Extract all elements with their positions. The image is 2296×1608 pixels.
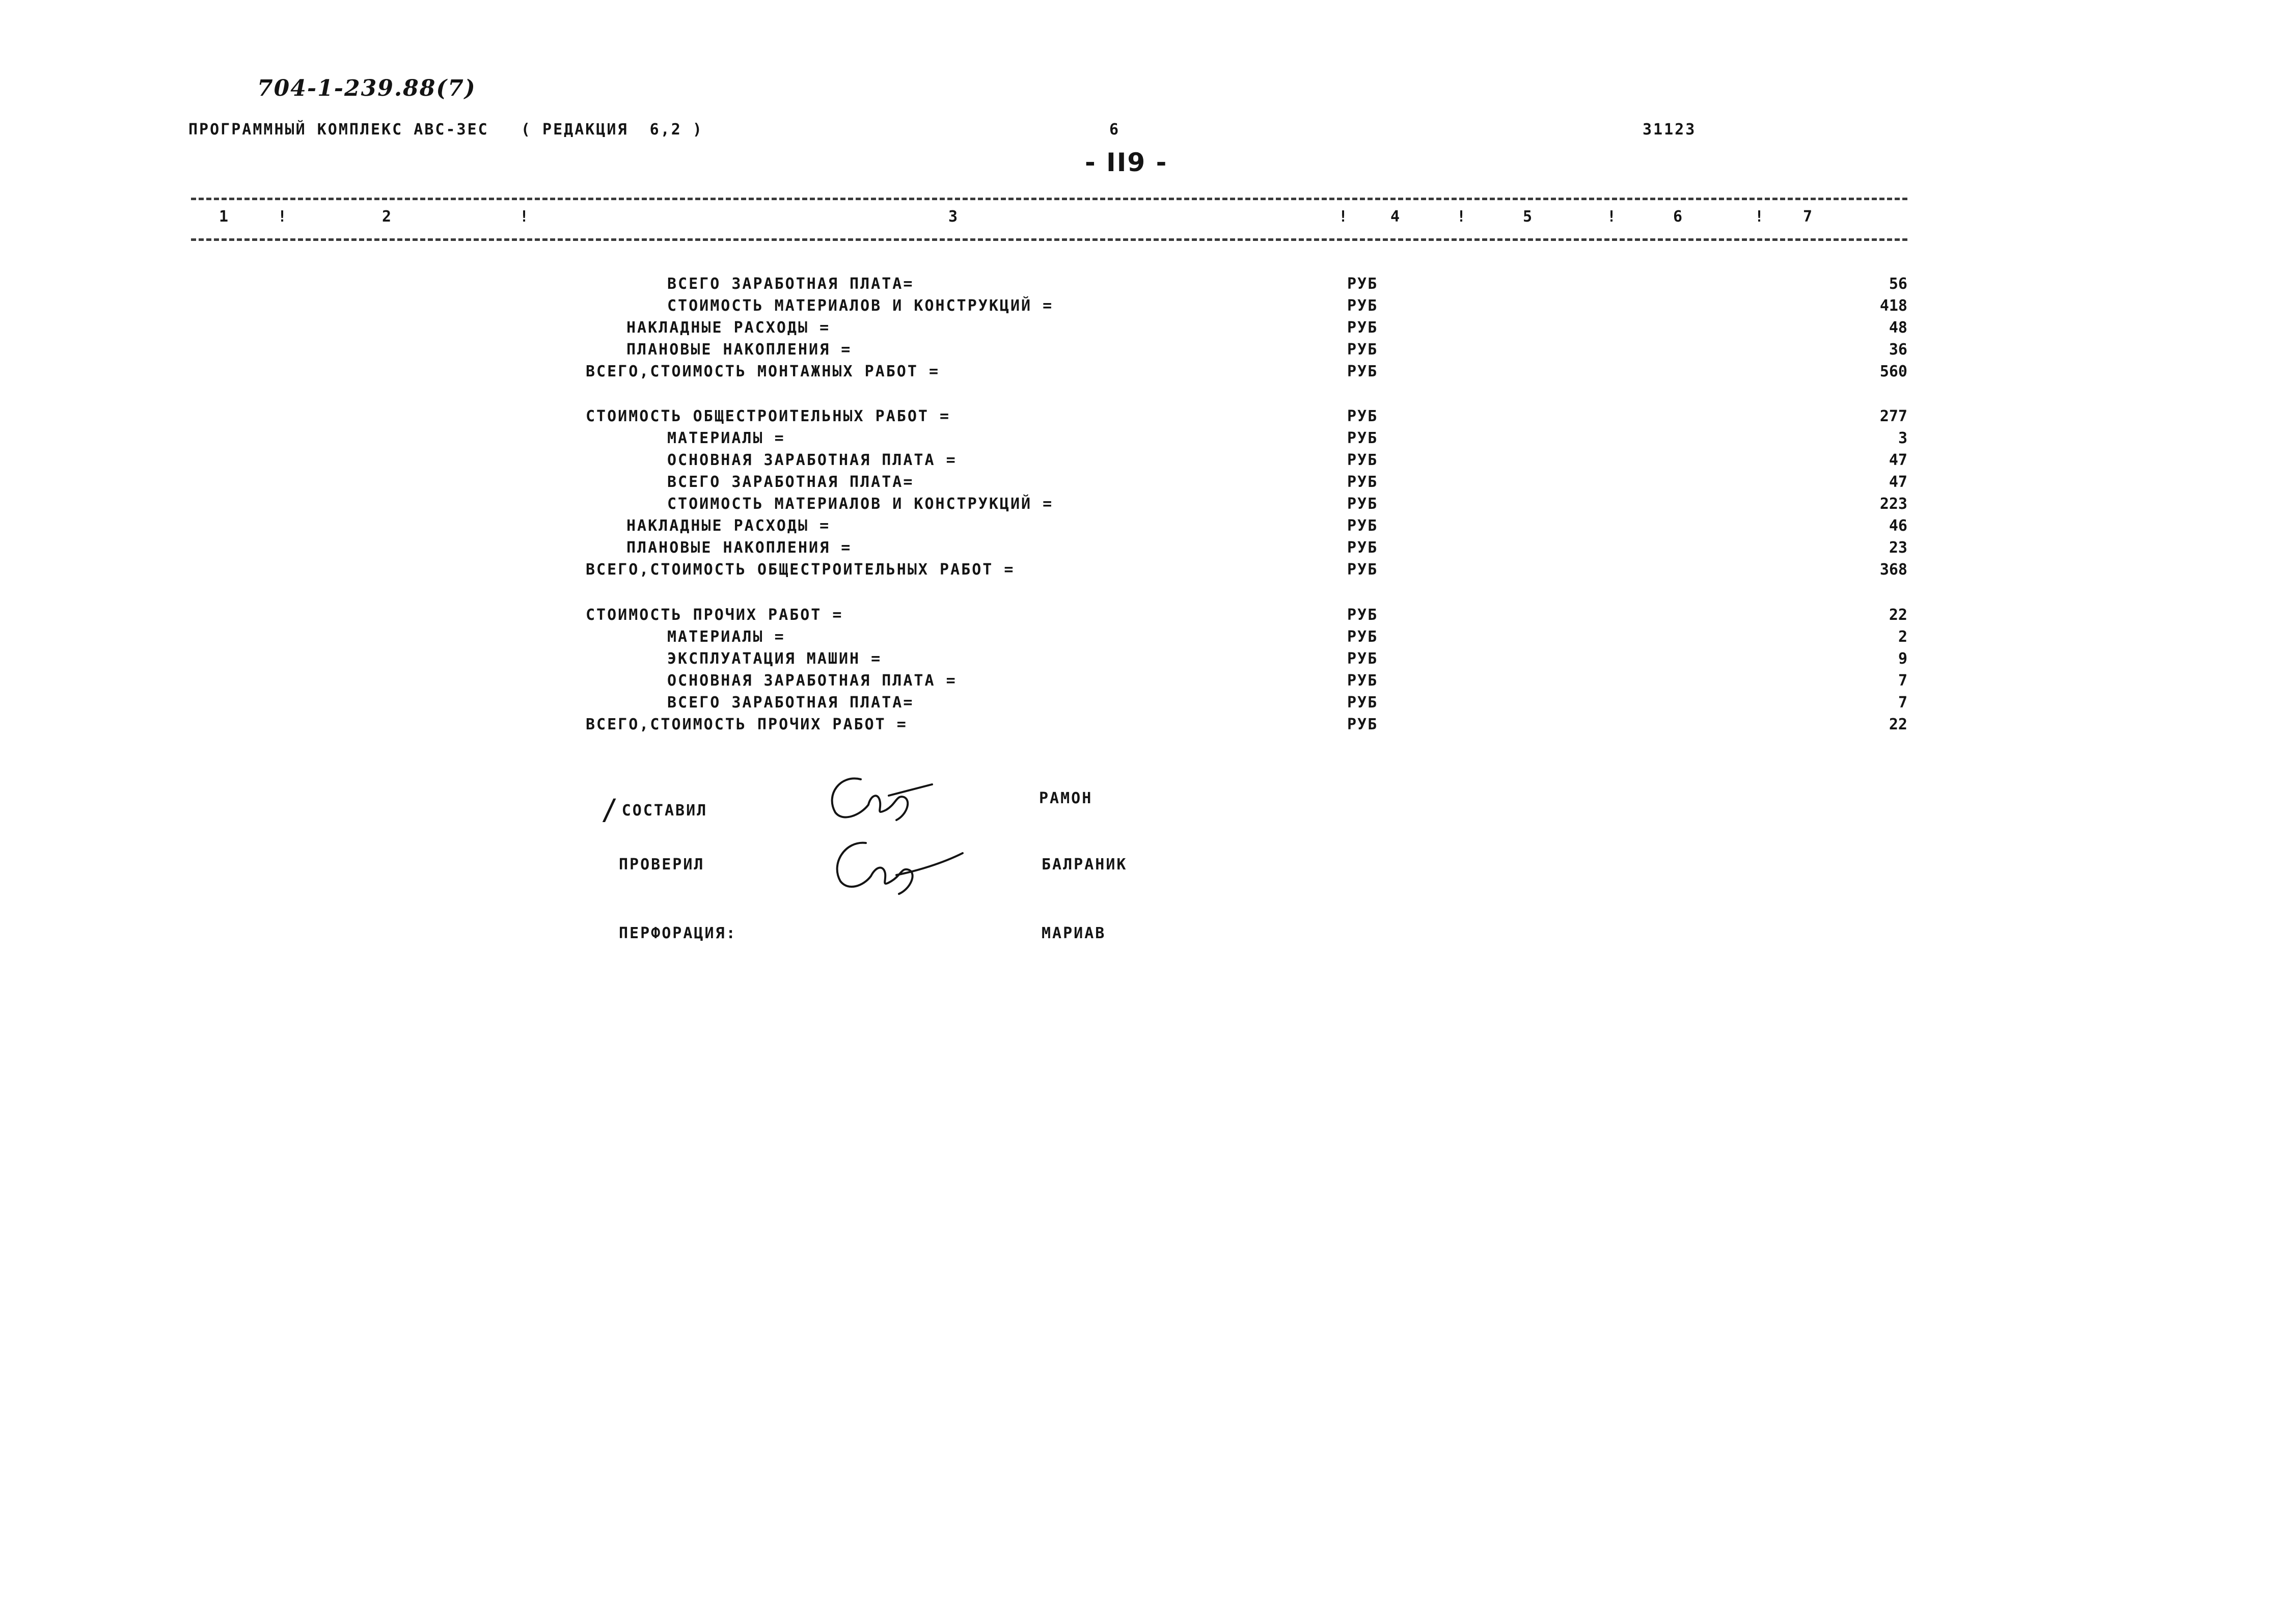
row-unit: РУБ <box>1347 672 1378 690</box>
row-value: 7 <box>1898 672 1907 690</box>
table-header-bottom-rule <box>191 238 1907 241</box>
row-unit: РУБ <box>1347 495 1378 513</box>
program-line: ПРОГРАММНЫЙ КОМПЛЕКС АВС-ЗЕС ( РЕДАКЦИЯ 6,2 ) <box>188 121 703 139</box>
row-value: 2 <box>1898 628 1907 646</box>
compiled-by-name: РАМОН <box>1039 789 1093 807</box>
signature-checked <box>830 830 973 896</box>
row-unit: РУБ <box>1347 341 1378 359</box>
table-row <box>586 319 1907 339</box>
column-separator: ! <box>1338 208 1348 226</box>
row-value: 23 <box>1889 539 1907 557</box>
column-number-1: 1 <box>219 208 229 226</box>
column-number-6: 6 <box>1673 208 1683 226</box>
row-label: ПЛАНОВЫЕ НАКОПЛЕНИЯ = <box>626 539 852 557</box>
row-label: СТОИМОСТЬ МАТЕРИАЛОВ И КОНСТРУКЦИЙ = <box>667 495 1054 513</box>
row-label: ВСЕГО,СТОИМОСТЬ ПРОЧИХ РАБОТ = <box>586 716 908 733</box>
table-row <box>586 473 1907 494</box>
perforation-name: МАРИАВ <box>1042 924 1106 942</box>
table-row <box>586 539 1907 559</box>
row-label: ПЛАНОВЫЕ НАКОПЛЕНИЯ = <box>626 341 852 359</box>
row-unit: РУБ <box>1347 275 1378 293</box>
table-row <box>586 341 1907 361</box>
row-value: 47 <box>1889 473 1907 491</box>
row-unit: РУБ <box>1347 473 1378 491</box>
row-unit: РУБ <box>1347 429 1378 447</box>
column-separator: ! <box>278 208 287 226</box>
column-number-3: 3 <box>948 208 958 226</box>
row-unit: РУБ <box>1347 407 1378 425</box>
table-row <box>586 429 1907 450</box>
row-unit: РУБ <box>1347 628 1378 646</box>
table-row <box>586 275 1907 295</box>
row-label: СТОИМОСТЬ ОБЩЕСТРОИТЕЛЬНЫХ РАБОТ = <box>586 407 951 425</box>
table-row <box>586 561 1907 581</box>
job-number: 31123 <box>1643 121 1697 139</box>
row-value: 7 <box>1898 694 1907 712</box>
row-label: ОСНОВНАЯ ЗАРАБОТНАЯ ПЛАТА = <box>667 451 957 469</box>
row-value: 22 <box>1889 606 1907 624</box>
row-unit: РУБ <box>1347 650 1378 668</box>
row-label: ЭКСПЛУАТАЦИЯ МАШИН = <box>667 650 882 668</box>
column-number-5: 5 <box>1523 208 1533 226</box>
row-value: 56 <box>1889 275 1907 293</box>
row-value: 22 <box>1889 716 1907 733</box>
table-row <box>586 495 1907 515</box>
row-unit: РУБ <box>1347 694 1378 712</box>
row-label: НАКЛАДНЫЕ РАСХОДЫ = <box>626 319 831 337</box>
table-row <box>586 407 1907 428</box>
row-label: ВСЕГО ЗАРАБОТНАЯ ПЛАТА= <box>667 275 914 293</box>
row-unit: РУБ <box>1347 363 1378 380</box>
table-row <box>586 628 1907 648</box>
row-value: 9 <box>1898 650 1907 668</box>
table-row <box>586 694 1907 714</box>
row-value: 46 <box>1889 517 1907 535</box>
checked-by-label: ПРОВЕРИЛ <box>619 856 705 874</box>
row-label: ОСНОВНАЯ ЗАРАБОТНАЯ ПЛАТА = <box>667 672 957 690</box>
table-row <box>586 363 1907 383</box>
sheet-number: 6 <box>1109 121 1120 139</box>
row-label: ВСЕГО,СТОИМОСТЬ МОНТАЖНЫХ РАБОТ = <box>586 363 940 380</box>
row-value: 47 <box>1889 451 1907 469</box>
row-unit: РУБ <box>1347 319 1378 337</box>
table-row <box>586 606 1907 626</box>
row-value: 3 <box>1898 429 1907 447</box>
table-row <box>586 672 1907 692</box>
row-value: 36 <box>1889 341 1907 359</box>
table-top-rule <box>191 198 1907 200</box>
column-number-4: 4 <box>1390 208 1400 226</box>
row-label: МАТЕРИАЛЫ = <box>667 429 785 447</box>
checked-by-name: БАЛРАНИК <box>1042 856 1128 874</box>
row-value: 368 <box>1879 561 1907 579</box>
column-separator: ! <box>520 208 529 226</box>
column-number-7: 7 <box>1803 208 1813 226</box>
column-separator: ! <box>1457 208 1466 226</box>
row-unit: РУБ <box>1347 539 1378 557</box>
row-unit: РУБ <box>1347 561 1378 579</box>
column-separator: ! <box>1755 208 1764 226</box>
row-label: ВСЕГО,СТОИМОСТЬ ОБЩЕСТРОИТЕЛЬНЫХ РАБОТ = <box>586 561 1015 579</box>
row-value: 223 <box>1879 495 1907 513</box>
compiled-by-label: / СОСТАВИЛ <box>601 794 708 827</box>
page-number: - II9 - <box>1085 148 1168 177</box>
table-row <box>586 297 1907 317</box>
signature-compiled <box>820 764 942 825</box>
row-value: 418 <box>1879 297 1907 315</box>
row-value: 277 <box>1879 407 1907 425</box>
perforation-label: ПЕРФОРАЦИЯ: <box>619 924 737 942</box>
row-label: ВСЕГО ЗАРАБОТНАЯ ПЛАТА= <box>667 694 914 712</box>
row-label: МАТЕРИАЛЫ = <box>667 628 785 646</box>
row-unit: РУБ <box>1347 297 1378 315</box>
row-label: ВСЕГО ЗАРАБОТНАЯ ПЛАТА= <box>667 473 914 491</box>
row-label: НАКЛАДНЫЕ РАСХОДЫ = <box>626 517 831 535</box>
column-number-2: 2 <box>382 208 392 226</box>
row-unit: РУБ <box>1347 606 1378 624</box>
row-value: 48 <box>1889 319 1907 337</box>
row-unit: РУБ <box>1347 716 1378 733</box>
document-code: 704-1-239.88(7) <box>257 75 476 101</box>
row-label: СТОИМОСТЬ МАТЕРИАЛОВ И КОНСТРУКЦИЙ = <box>667 297 1054 315</box>
table-row <box>586 451 1907 472</box>
table-row <box>586 517 1907 537</box>
table-row <box>586 650 1907 670</box>
table-row <box>586 716 1907 736</box>
row-value: 560 <box>1879 363 1907 380</box>
row-label: СТОИМОСТЬ ПРОЧИХ РАБОТ = <box>586 606 843 624</box>
row-unit: РУБ <box>1347 517 1378 535</box>
row-unit: РУБ <box>1347 451 1378 469</box>
column-separator: ! <box>1607 208 1617 226</box>
